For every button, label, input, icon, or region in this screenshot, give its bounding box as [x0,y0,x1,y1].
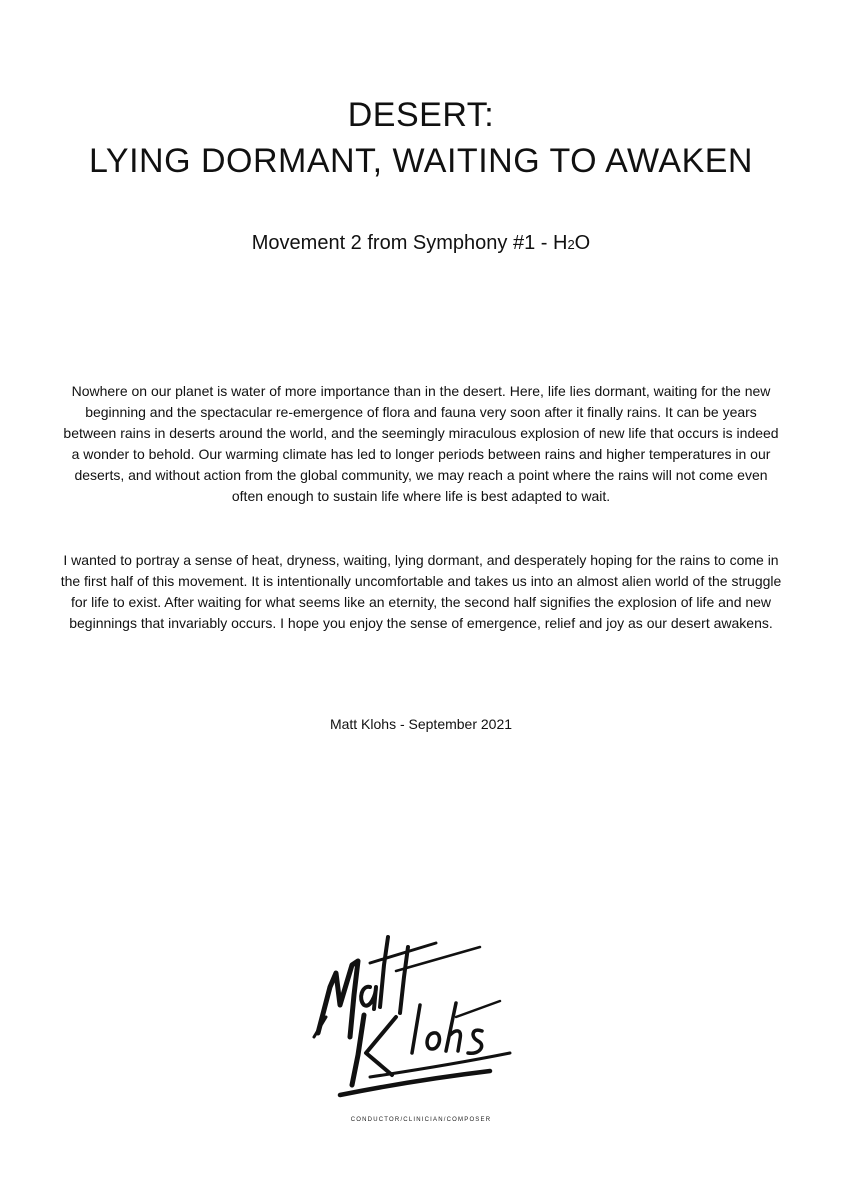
byline: Matt Klohs - September 2021 [329,716,513,732]
paragraph-1: Nowhere on our planet is water of more importance than in the desert. Here, life lies dormant, waiting for the new beginning and the spectacular re-emergence of flora and fauna very soon after it finally rains. It can be years between rains in deserts around the world, and the seemingly miraculous explosion of new life that occurs is indeed a wonder to behold. Our warming climate has led to longer periods between rains and higher temperatures in our deserts, and without action from the global community, we may reach a point where the rains will not come even often enough to sustain life where life is best adapted to wait. [63,383,779,504]
subtitle-end: O [574,232,591,254]
subtitle-subscript: 2 [567,237,575,252]
page-title [0,92,842,184]
title-line-1: DESERT: [347,96,495,134]
signature-logo [300,925,515,1110]
signature-caption: CONDUCTOR/CLINICIAN/COMPOSER [350,1117,492,1123]
subtitle [0,230,842,258]
paragraph-2: I wanted to portray a sense of heat, dryness, waiting, lying dormant, and desperately hoping for the rains to come in the first half of this movement. It is intentionally uncomfortable and takes us into an almost alien world of the struggle for life to exist. After waiting for what seems like an eternity, the second half signifies the explosion of life and new beginnings that invariably occurs. I hope you enjoy the sense of emergence, relief and joy as our desert awakens. [60,552,782,631]
title-line-2: LYING DORMANT, WAITING TO AWAKEN [89,142,753,180]
subtitle-text: Movement 2 from Symphony #1 - H [251,232,568,254]
